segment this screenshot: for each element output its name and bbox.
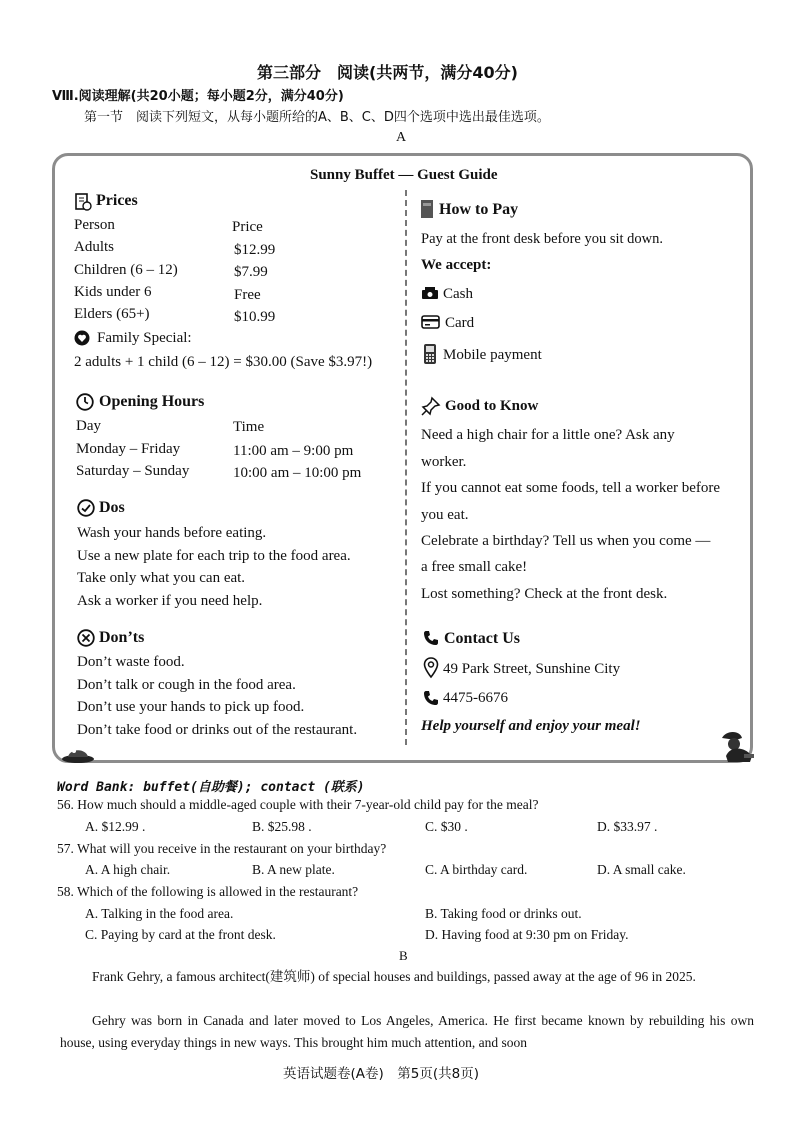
passage-b-label: B: [399, 948, 408, 963]
check-circle-icon: [77, 499, 95, 522]
hours-time: 10:00 am – 10:00 pm: [233, 465, 362, 481]
wallet-icon: [421, 200, 433, 223]
question-option[interactable]: D. A small cake.: [597, 862, 686, 877]
dos-item: Take only what you can eat.: [77, 570, 246, 586]
payment-method: Mobile payment: [443, 347, 542, 363]
heart-badge-icon: [74, 330, 90, 351]
pin-icon: [421, 396, 441, 421]
hours-day: Monday – Friday: [76, 441, 181, 457]
hours-time: 11:00 am – 9:00 pm: [233, 443, 354, 459]
question-option[interactable]: A. A high chair.: [85, 862, 171, 877]
price-value: $7.99: [234, 264, 268, 280]
pay-text: Pay at the front desk before you sit down.: [421, 231, 664, 247]
phone-icon: [423, 690, 439, 711]
col-day: Day: [76, 418, 101, 434]
opening-hours-heading: Opening Hours: [99, 393, 205, 410]
question-option[interactable]: B. Taking food or drinks out.: [425, 906, 582, 921]
dos-heading: Dos: [99, 499, 125, 516]
dos-item: Use a new plate for each trip to the food area.: [77, 548, 351, 564]
page-footer: 英语试题卷(A卷) 第5页(共8页): [283, 1066, 479, 1082]
family-special-label: Family Special:: [97, 330, 192, 346]
part-title: 第三部分 阅读(共两节，满分40分): [257, 63, 518, 82]
price-person: Elders (65+): [74, 306, 150, 322]
column-divider: [405, 190, 407, 745]
donts-item: Don’t take food or drinks out of the restaurant.: [77, 722, 358, 738]
good-to-know-heading: Good to Know: [445, 398, 539, 414]
chef-illustration: [716, 726, 756, 771]
mobile-phone-icon: [423, 343, 437, 370]
family-special-text: 2 adults + 1 child (6 – 12) = $30.00 (Save $3.97!): [74, 354, 373, 370]
question-stem: 57. What will you receive in the restaurant on your birthday?: [57, 841, 387, 856]
how-to-pay-heading: How to Pay: [439, 201, 519, 218]
question-option[interactable]: D. $33.97 .: [597, 819, 658, 834]
col-time: Time: [233, 419, 265, 435]
price-person: Adults: [74, 239, 115, 255]
cross-circle-icon: [77, 629, 95, 652]
instruction: 第一节 阅读下列短文，从每小题所给的A、B、C、D四个选项中选出最佳选项。: [84, 110, 550, 125]
payment-method: Cash: [443, 286, 473, 302]
price-value: $10.99: [234, 309, 276, 325]
question-option[interactable]: D. Having food at 9:30 pm on Friday.: [425, 927, 629, 942]
col-person: Person: [74, 217, 115, 233]
food-plate-illustration: [60, 742, 96, 769]
dos-item: Ask a worker if you need help.: [77, 593, 263, 609]
price-person: Kids under 6: [74, 284, 152, 300]
good-to-know-line: If you cannot eat some foods, tell a worker before: [421, 480, 721, 496]
closing-line: Help yourself and enjoy your meal!: [421, 718, 641, 734]
good-to-know-line: Lost something? Check at the front desk.: [421, 586, 668, 602]
good-to-know-line: Celebrate a birthday? Tell us when you come —: [421, 533, 711, 549]
col-price: Price: [232, 219, 263, 235]
good-to-know-line: a free small cake!: [421, 559, 528, 575]
question-option[interactable]: A. $12.99 .: [85, 819, 146, 834]
word-bank: Word Bank: buffet(自助餐); contact (联系): [57, 780, 365, 795]
question-option[interactable]: C. Paying by card at the front desk.: [85, 927, 276, 942]
contact-address: 49 Park Street, Sunshine City: [443, 661, 621, 677]
question-option[interactable]: C. $30 .: [425, 819, 468, 834]
passage-a-label: A: [396, 130, 407, 145]
donts-item: Don’t waste food.: [77, 654, 185, 670]
contact-us-heading: Contact Us: [444, 630, 520, 647]
question-stem: 56. How much should a middle-aged couple with their 7-year-old child pay for the meal?: [57, 797, 539, 812]
question-option[interactable]: B. A new plate.: [252, 862, 335, 877]
price-value: Free: [234, 287, 261, 303]
donts-item: Don’t talk or cough in the food area.: [77, 677, 296, 693]
passage-b-paragraph: Gehry was born in Canada and later moved to Los Angeles, America. He first became known by rebuilding his own house, using everyday things in new ways. This brought him much attention, and soon: [60, 1013, 754, 1050]
donts-heading: Don’ts: [99, 629, 145, 646]
contact-phone: 4475-6676: [443, 690, 508, 706]
question-option[interactable]: C. A birthday card.: [425, 862, 528, 877]
card-icon: [421, 315, 440, 334]
good-to-know-line: you eat.: [421, 507, 469, 523]
question-stem: 58. Which of the following is allowed in the restaurant?: [57, 884, 359, 899]
we-accept-label: We accept:: [421, 257, 492, 273]
good-to-know-line: Need a high chair for a little one? Ask any: [421, 427, 675, 443]
section-title: Ⅷ.阅读理解(共20小题；每小题2分，满分40分): [52, 89, 344, 104]
dos-item: Wash your hands before eating.: [77, 525, 267, 541]
donts-item: Don’t use your hands to pick up food.: [77, 699, 305, 715]
payment-method: Card: [445, 315, 475, 331]
cash-icon: [421, 286, 439, 307]
question-option[interactable]: B. $25.98 .: [252, 819, 312, 834]
guide-title: Sunny Buffet — Guest Guide: [310, 167, 498, 183]
good-to-know-line: worker.: [421, 454, 467, 470]
question-option[interactable]: A. Talking in the food area.: [85, 906, 234, 921]
passage-b-paragraph: Frank Gehry, a famous architect(建筑师) of special houses and buildings, passed away at the age of 96 in 2025.: [92, 969, 696, 984]
prices-heading: Prices: [96, 192, 138, 209]
price-person: Children (6 – 12): [74, 262, 178, 278]
clock-icon: [76, 393, 94, 416]
phone-icon: [423, 630, 439, 651]
price-value: $12.99: [234, 242, 276, 258]
location-pin-icon: [423, 657, 439, 684]
receipt-icon: [74, 193, 92, 216]
hours-day: Saturday – Sunday: [76, 463, 190, 479]
